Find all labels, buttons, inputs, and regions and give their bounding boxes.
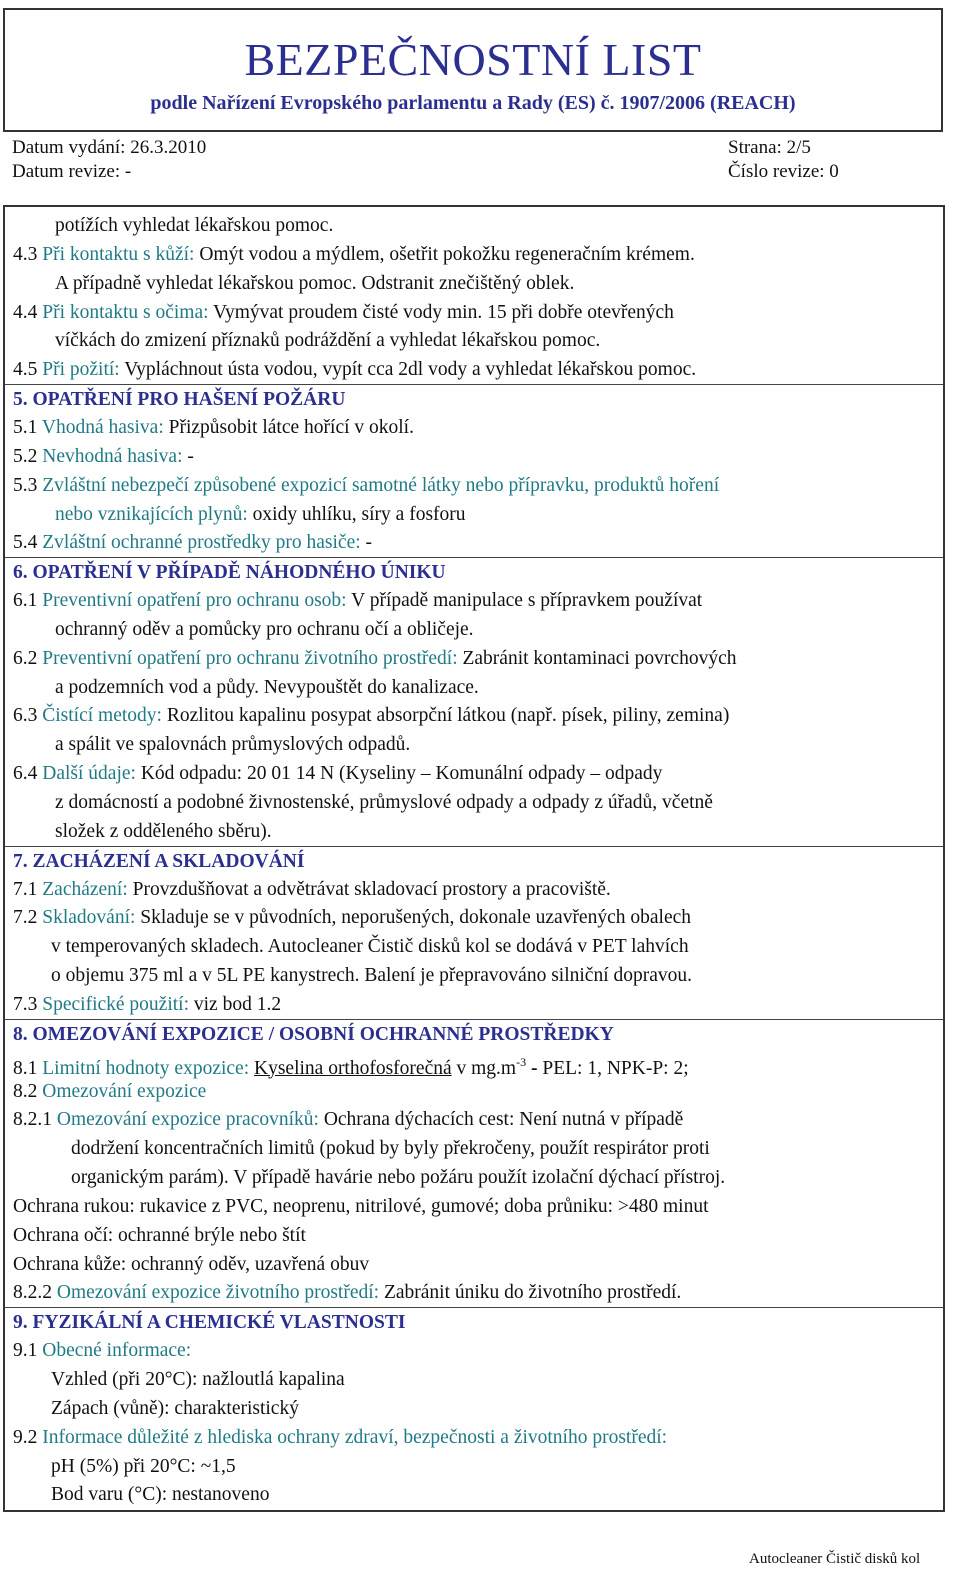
text-run: potížích vyhledat lékařskou pomoc. <box>55 215 334 236</box>
field-label: Zvláštní ochranné prostředky pro hasiče: <box>42 532 361 554</box>
text-run: -3 <box>516 1054 527 1069</box>
text-run: Ochrana kůže: ochranný oděv, uzavřená obuv <box>13 1253 370 1275</box>
section-title: 7. ZACHÁZENÍ A SKLADOVÁNÍ <box>13 850 305 872</box>
field-label: Limitní hodnoty expozice: <box>42 1057 250 1079</box>
text-run: 5.3 <box>13 474 43 496</box>
text-run: Skladuje se v původních, neporušených, dokonale uzavřených obalech <box>135 907 692 929</box>
field-label: Omezování expozice životního prostředí: <box>56 1282 380 1304</box>
field-label: Preventivní opatření pro ochranu osob: <box>42 590 347 612</box>
text-run: 8.2.1 <box>13 1109 57 1131</box>
text-line <box>5 673 943 702</box>
text-run: viz bod 1.2 <box>189 993 282 1015</box>
text-run: oxidy uhlíku, síry a fosforu <box>247 503 466 525</box>
text-line <box>5 817 943 846</box>
text-run: 6.3 <box>13 705 43 727</box>
field-label: Obecné informace: <box>42 1340 192 1362</box>
text-line <box>5 1192 943 1221</box>
text-line <box>5 1077 943 1106</box>
text-line <box>5 1048 943 1077</box>
text-line <box>5 269 943 298</box>
text-run: 8.1 <box>13 1057 43 1079</box>
text-run: dodržení koncentračních limitů (pokud by byly překročeny, použít respirátor proti <box>71 1138 710 1160</box>
text-run: 4.3 <box>13 243 43 265</box>
text-run: a spálit ve spalovnách průmyslových odpadů. <box>55 734 411 756</box>
text-run: 4.5 <box>13 359 43 381</box>
field-label: Čistící metody: <box>42 705 162 727</box>
text-line <box>5 1221 943 1250</box>
text-line <box>5 1134 943 1163</box>
text-run: 5.2 <box>13 445 43 467</box>
revision-date: Datum revize: - <box>12 161 132 182</box>
text-run: Zabránit úniku do životního prostředí. <box>379 1282 682 1304</box>
field-label: Při kontaktu s kůží: <box>42 243 195 265</box>
text-run: víčkách do zmizení příznaků podráždění a vyhledat lékařskou pomoc. <box>55 330 601 352</box>
field-label: nebo vznikajících plynů: <box>55 503 248 525</box>
text-line <box>5 413 943 442</box>
text-line <box>5 1394 943 1423</box>
text-run: složek z odděleného sběru). <box>55 820 272 842</box>
text-run: Omýt vodou a mýdlem, ošetřit pokožku regeneračním krémem. <box>194 243 695 265</box>
field-label: Preventivní opatření pro ochranu životního prostředí: <box>42 647 458 669</box>
section-heading <box>5 1307 943 1337</box>
text-run: 8.2.2 <box>13 1282 57 1304</box>
text-line <box>5 1336 943 1365</box>
text-run: 6.1 <box>13 590 43 612</box>
text-run: - <box>360 532 373 554</box>
text-run: 8.2 <box>13 1080 43 1102</box>
text-run: v mg.m <box>451 1057 517 1079</box>
text-line <box>5 298 943 327</box>
text-run: Bod varu (°C): nestanoveno <box>51 1484 270 1506</box>
text-line <box>5 701 943 730</box>
document-header <box>3 8 943 132</box>
section-title: 5. OPATŘENÍ PRO HAŠENÍ POŽÁRU <box>13 389 346 411</box>
text-line <box>5 875 943 904</box>
text-run: pH (5%) při 20°C: ~1,5 <box>51 1455 236 1477</box>
text-run: 9.2 <box>13 1426 43 1448</box>
text-run: Kyselina orthofosforečná <box>254 1057 452 1079</box>
field-label: Informace důležité z hlediska ochrany zdraví, bezpečnosti a životního prostředí: <box>42 1426 668 1448</box>
text-run: 4.4 <box>13 301 43 323</box>
text-run: 5.1 <box>13 416 42 438</box>
field-label: Nevhodná hasiva: <box>42 445 183 467</box>
text-run: 6.2 <box>13 647 43 669</box>
text-line <box>5 355 943 384</box>
text-run: Vymývat proudem čisté vody min. 15 při dobře otevřených <box>208 301 674 323</box>
footer-product-name: Autocleaner Čistič disků kol <box>749 1551 921 1567</box>
section-heading <box>5 846 943 876</box>
text-run: ochranný oděv a pomůcky pro ochranu očí a obličeje. <box>55 618 474 640</box>
section-heading <box>5 384 943 414</box>
text-line <box>5 1250 943 1279</box>
text-run: - <box>526 1057 543 1079</box>
document-body <box>3 205 945 1512</box>
text-run: 7.1 <box>13 878 43 900</box>
text-line <box>5 1423 943 1452</box>
section-heading <box>5 1019 943 1049</box>
text-run: Provzdušňovat a odvětrávat skladovací prostory a pracoviště. <box>127 878 611 900</box>
text-line <box>5 615 943 644</box>
text-line <box>5 990 943 1019</box>
field-label: Skladování: <box>42 907 136 929</box>
text-run: Zápach (vůně): charakteristický <box>51 1397 299 1419</box>
text-run: Vypláchnout ústa vodou, vypít cca 2dl vody a vyhledat lékařskou pomoc. <box>119 359 697 381</box>
text-line <box>5 586 943 615</box>
field-label: Omezování expozice pracovníků: <box>56 1109 319 1131</box>
text-run: Vzhled (při 20°C): nažloutlá kapalina <box>51 1369 345 1390</box>
text-run: PEL: 1, NPK-P: 2; <box>542 1057 689 1079</box>
document-title: BEZPEČNOSTNÍ LIST <box>244 34 702 85</box>
field-label: Při kontaktu s očima: <box>42 301 209 323</box>
text-line <box>5 1163 943 1192</box>
text-run: v temperovaných skladech. Autocleaner Čistič disků kol se dodává v PET lahvích <box>51 936 689 958</box>
text-run: - <box>182 445 194 467</box>
text-run: z domácností a podobné živnostenské, průmyslové odpady a odpady z úřadů, včetně <box>55 792 713 813</box>
text-run: 6.4 <box>13 763 43 785</box>
revision-number: Číslo revize: 0 <box>728 161 839 182</box>
text-run: Přizpůsobit látce hořící v okolí. <box>163 416 414 438</box>
text-run: Kód odpadu: 20 01 14 N (Kyseliny – Komunální odpady – odpady <box>135 763 663 785</box>
text-line <box>5 471 943 500</box>
section-heading <box>5 557 943 587</box>
text-line <box>5 326 943 355</box>
text-line <box>5 211 943 240</box>
field-label: Při požití: <box>42 359 120 381</box>
issue-date: Datum vydání: 26.3.2010 <box>12 137 207 158</box>
section-title: 6. OPATŘENÍ V PŘÍPADĚ NÁHODNÉHO ÚNIKU <box>13 562 446 584</box>
text-run: Ochrana rukou: rukavice z PVC, neoprenu, nitrilové, gumové; doba průniku: >480 minut <box>13 1195 709 1217</box>
document-subtitle: podle Nařízení Evropského parlamentu a Rady (ES) č. 1907/2006 (REACH) <box>150 92 796 114</box>
text-run: o objemu 375 ml a v 5L PE kanystrech. Balení je přepravováno silniční dopravou. <box>51 965 693 987</box>
text-run: Ochrana dýchacích cest: Není nutná v případě <box>318 1109 684 1131</box>
text-run: V případě manipulace s přípravkem používat <box>346 590 703 612</box>
text-line <box>5 903 943 932</box>
field-label: Zacházení: <box>42 878 128 900</box>
field-label: Zvláštní nebezpečí způsobené expozicí samotné látky nebo přípravku, produktů hoření <box>42 474 720 496</box>
text-line <box>5 1452 943 1481</box>
text-run: Ochrana očí: ochranné brýle nebo štít <box>13 1224 306 1246</box>
field-label: Specifické použití: <box>42 993 189 1015</box>
text-line <box>5 500 943 529</box>
text-run: organickým parám). V případě havárie nebo požáru použít izolační dýchací přístroj. <box>71 1167 726 1189</box>
text-line <box>5 1480 943 1509</box>
section-title: 8. OMEZOVÁNÍ EXPOZICE / OSOBNÍ OCHRANNÉ PROSTŘEDKY <box>13 1023 614 1045</box>
text-run: 7.2 <box>13 907 43 929</box>
text-line <box>5 730 943 759</box>
field-label: Omezování expozice <box>42 1080 207 1102</box>
text-run: Zabránit kontaminaci povrchových <box>457 647 737 669</box>
text-line <box>5 788 943 817</box>
text-line <box>5 442 943 471</box>
text-run: Rozlitou kapalinu posypat absorpční látkou (např. písek, piliny, zemina) <box>161 705 730 727</box>
text-line <box>5 1278 943 1307</box>
text-line <box>5 528 943 557</box>
field-label: Další údaje: <box>42 763 136 785</box>
text-line <box>5 1105 943 1134</box>
section-title: 9. FYZIKÁLNÍ A CHEMICKÉ VLASTNOSTI <box>13 1312 406 1334</box>
text-line <box>5 240 943 269</box>
page-number: Strana: 2/5 <box>728 137 811 158</box>
text-run: 5.4 <box>13 532 43 554</box>
text-line <box>5 932 943 961</box>
text-line <box>5 759 943 788</box>
text-line <box>5 1365 943 1394</box>
text-line <box>5 644 943 673</box>
text-run: 7.3 <box>13 993 43 1015</box>
text-run: a podzemních vod a půdy. Nevypouštět do kanalizace. <box>55 676 479 698</box>
text-run: 9.1 <box>13 1340 43 1362</box>
text-run: A případně vyhledat lékařskou pomoc. Odstranit znečištěný oblek. <box>55 272 575 294</box>
field-label: Vhodná hasiva: <box>41 416 164 438</box>
text-line <box>5 961 943 990</box>
